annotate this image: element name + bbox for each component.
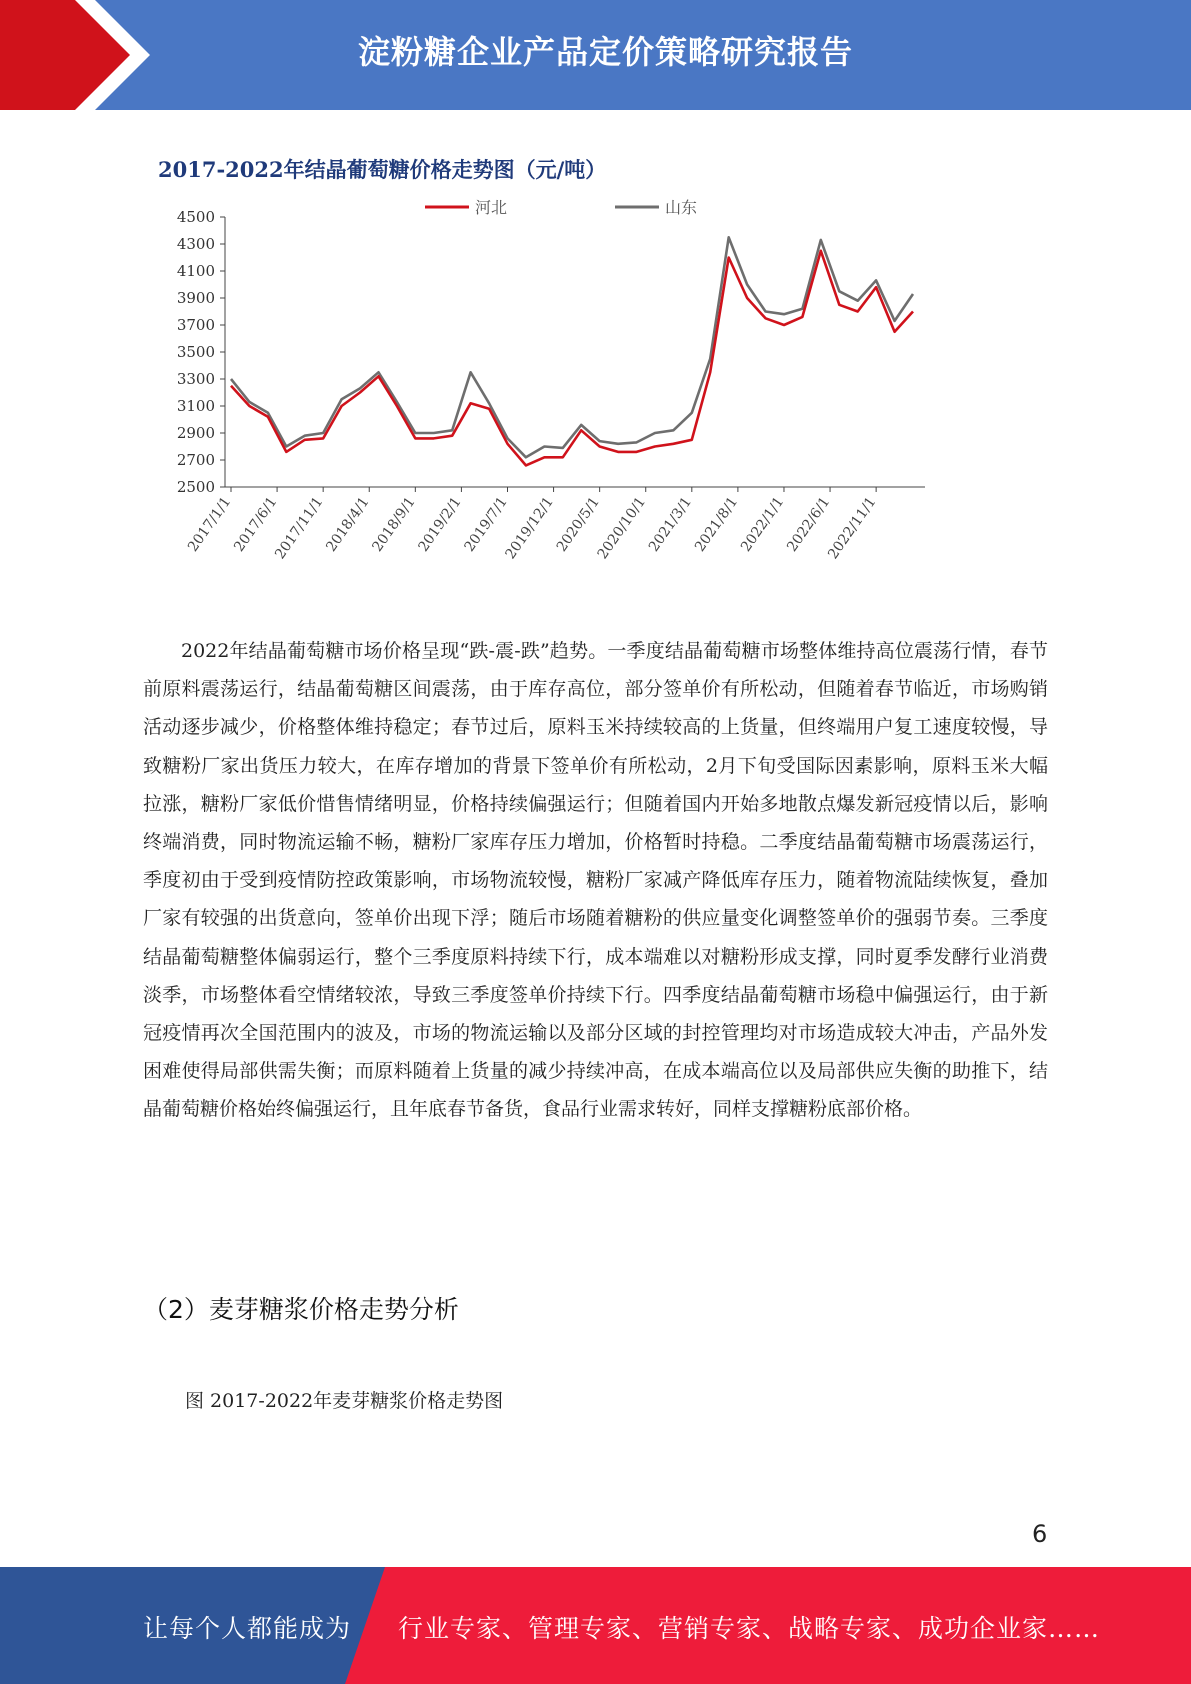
y-tick-label: 4100: [176, 262, 215, 280]
x-tick-label: 2021/3/1: [645, 494, 696, 555]
x-tick-label: 2019/7/1: [461, 494, 511, 555]
y-tick-label: 3100: [176, 397, 215, 415]
x-tick-label: 2020/5/1: [553, 494, 603, 555]
chart-title: 2017-2022年结晶葡萄糖价格走势图（元/吨）: [158, 157, 607, 182]
y-tick-label: 2900: [176, 424, 215, 442]
y-tick-label: 4500: [176, 208, 215, 226]
figure-caption: 图 2017-2022年麦芽糖浆价格走势图: [185, 1390, 504, 1412]
x-tick-label: 2018/4/1: [323, 494, 373, 555]
chart-canvas: [140, 140, 1020, 590]
body-paragraph-text: 2022年结晶葡萄糖市场价格呈现“跌-震-跌”趋势。一季度结晶葡萄糖市场整体维持高位震荡行情，春节前原料震荡运行，结晶葡萄糖区间震荡，由于库存高位，部分签单价有所松动，但随着春节临近，市场购销活动逐步减少，价格整体维持稳定；春节过后，原料玉米持续较高的上货量，但终端用户复工速度较慢，导致糖粉厂家出货压力较大，在库存增加的背景下签单价有所松动，2月下旬受国际因素影响，原料玉米大幅拉涨，糖粉厂家低价惜售情绪明显，价格持续偏强运行；但随着国内开始多地散点爆发新冠疫情以后，影响终端消费，同时物流运输不畅，糖粉厂家库存压力增加，价格暂时持稳。二季度结晶葡萄糖市场震荡运行，季度初由于受到疫情防控政策影响，市场物流较慢，糖粉厂家减产降低库存压力，随着物流陆续恢复，叠加厂家有较强的出货意向，签单价出现下浮；随后市场随着糖粉的供应量变化调整签单价的强弱节奏。三季度结晶葡萄糖整体偏弱运行，整个三季度原料持续下行，成本端难以对糖粉形成支撑，同时夏季发酵行业消费淡季，市场整体看空情绪较浓，导致三季度签单价持续下行。四季度结晶葡萄糖市场稳中偏强运行，由于新冠疫情再次全国范围内的波及，市场的物流运输以及部分区域的封控管理均对市场造成较大冲击，产品外发困难使得局部供需失衡；而原料随着上货量的减少持续冲高，在成本端高位以及局部供应失衡的助推下，结晶葡萄糖价格始终偏强运行，且年底春节备货，食品行业需求转好，同样支撑糖粉底部价格。: [143, 640, 1048, 1121]
y-tick-label: 4300: [176, 235, 215, 253]
page-footer: [0, 1567, 1191, 1684]
x-tick-label: 2017/11/1: [272, 494, 327, 563]
y-tick-label: 3300: [176, 370, 215, 388]
y-tick-label: 3700: [176, 316, 215, 334]
x-tick-label: 2022/11/1: [825, 494, 880, 563]
x-tick-label: 2017/1/1: [185, 494, 235, 555]
section-heading: （2）麦芽糖浆价格走势分析: [143, 1295, 459, 1324]
legend-label-2: 山东: [665, 198, 698, 217]
x-tick-label: 2022/1/1: [738, 494, 788, 555]
footer-slogan-left: 让每个人都能成为: [143, 1614, 352, 1643]
x-tick-label: 2021/8/1: [691, 494, 742, 555]
footer-slogan-right: 行业专家、管理专家、营销专家、战略专家、成功企业家……: [398, 1614, 1101, 1643]
legend-label-1: 河北: [475, 198, 508, 217]
series-line-山东: [231, 237, 913, 457]
series-line-河北: [231, 251, 913, 466]
x-tick-label: 2020/10/1: [594, 494, 650, 563]
y-tick-label: 2500: [176, 478, 215, 496]
y-tick-label: 2700: [176, 451, 215, 469]
y-tick-label: 3500: [176, 343, 215, 361]
page-header: [0, 0, 1191, 110]
x-tick-label: 2019/12/1: [502, 494, 557, 563]
x-tick-label: 2017/6/1: [231, 494, 281, 555]
x-tick-label: 2018/9/1: [369, 494, 419, 555]
document-title: 淀粉糖企业产品定价策略研究报告: [357, 33, 853, 71]
page-number: 6: [1032, 1520, 1048, 1548]
x-tick-label: 2019/2/1: [415, 494, 465, 555]
body-paragraph: [143, 632, 1048, 1129]
x-tick-label: 2022/6/1: [784, 494, 834, 555]
glucose-price-chart: [140, 140, 1020, 590]
y-tick-label: 3900: [176, 289, 215, 307]
